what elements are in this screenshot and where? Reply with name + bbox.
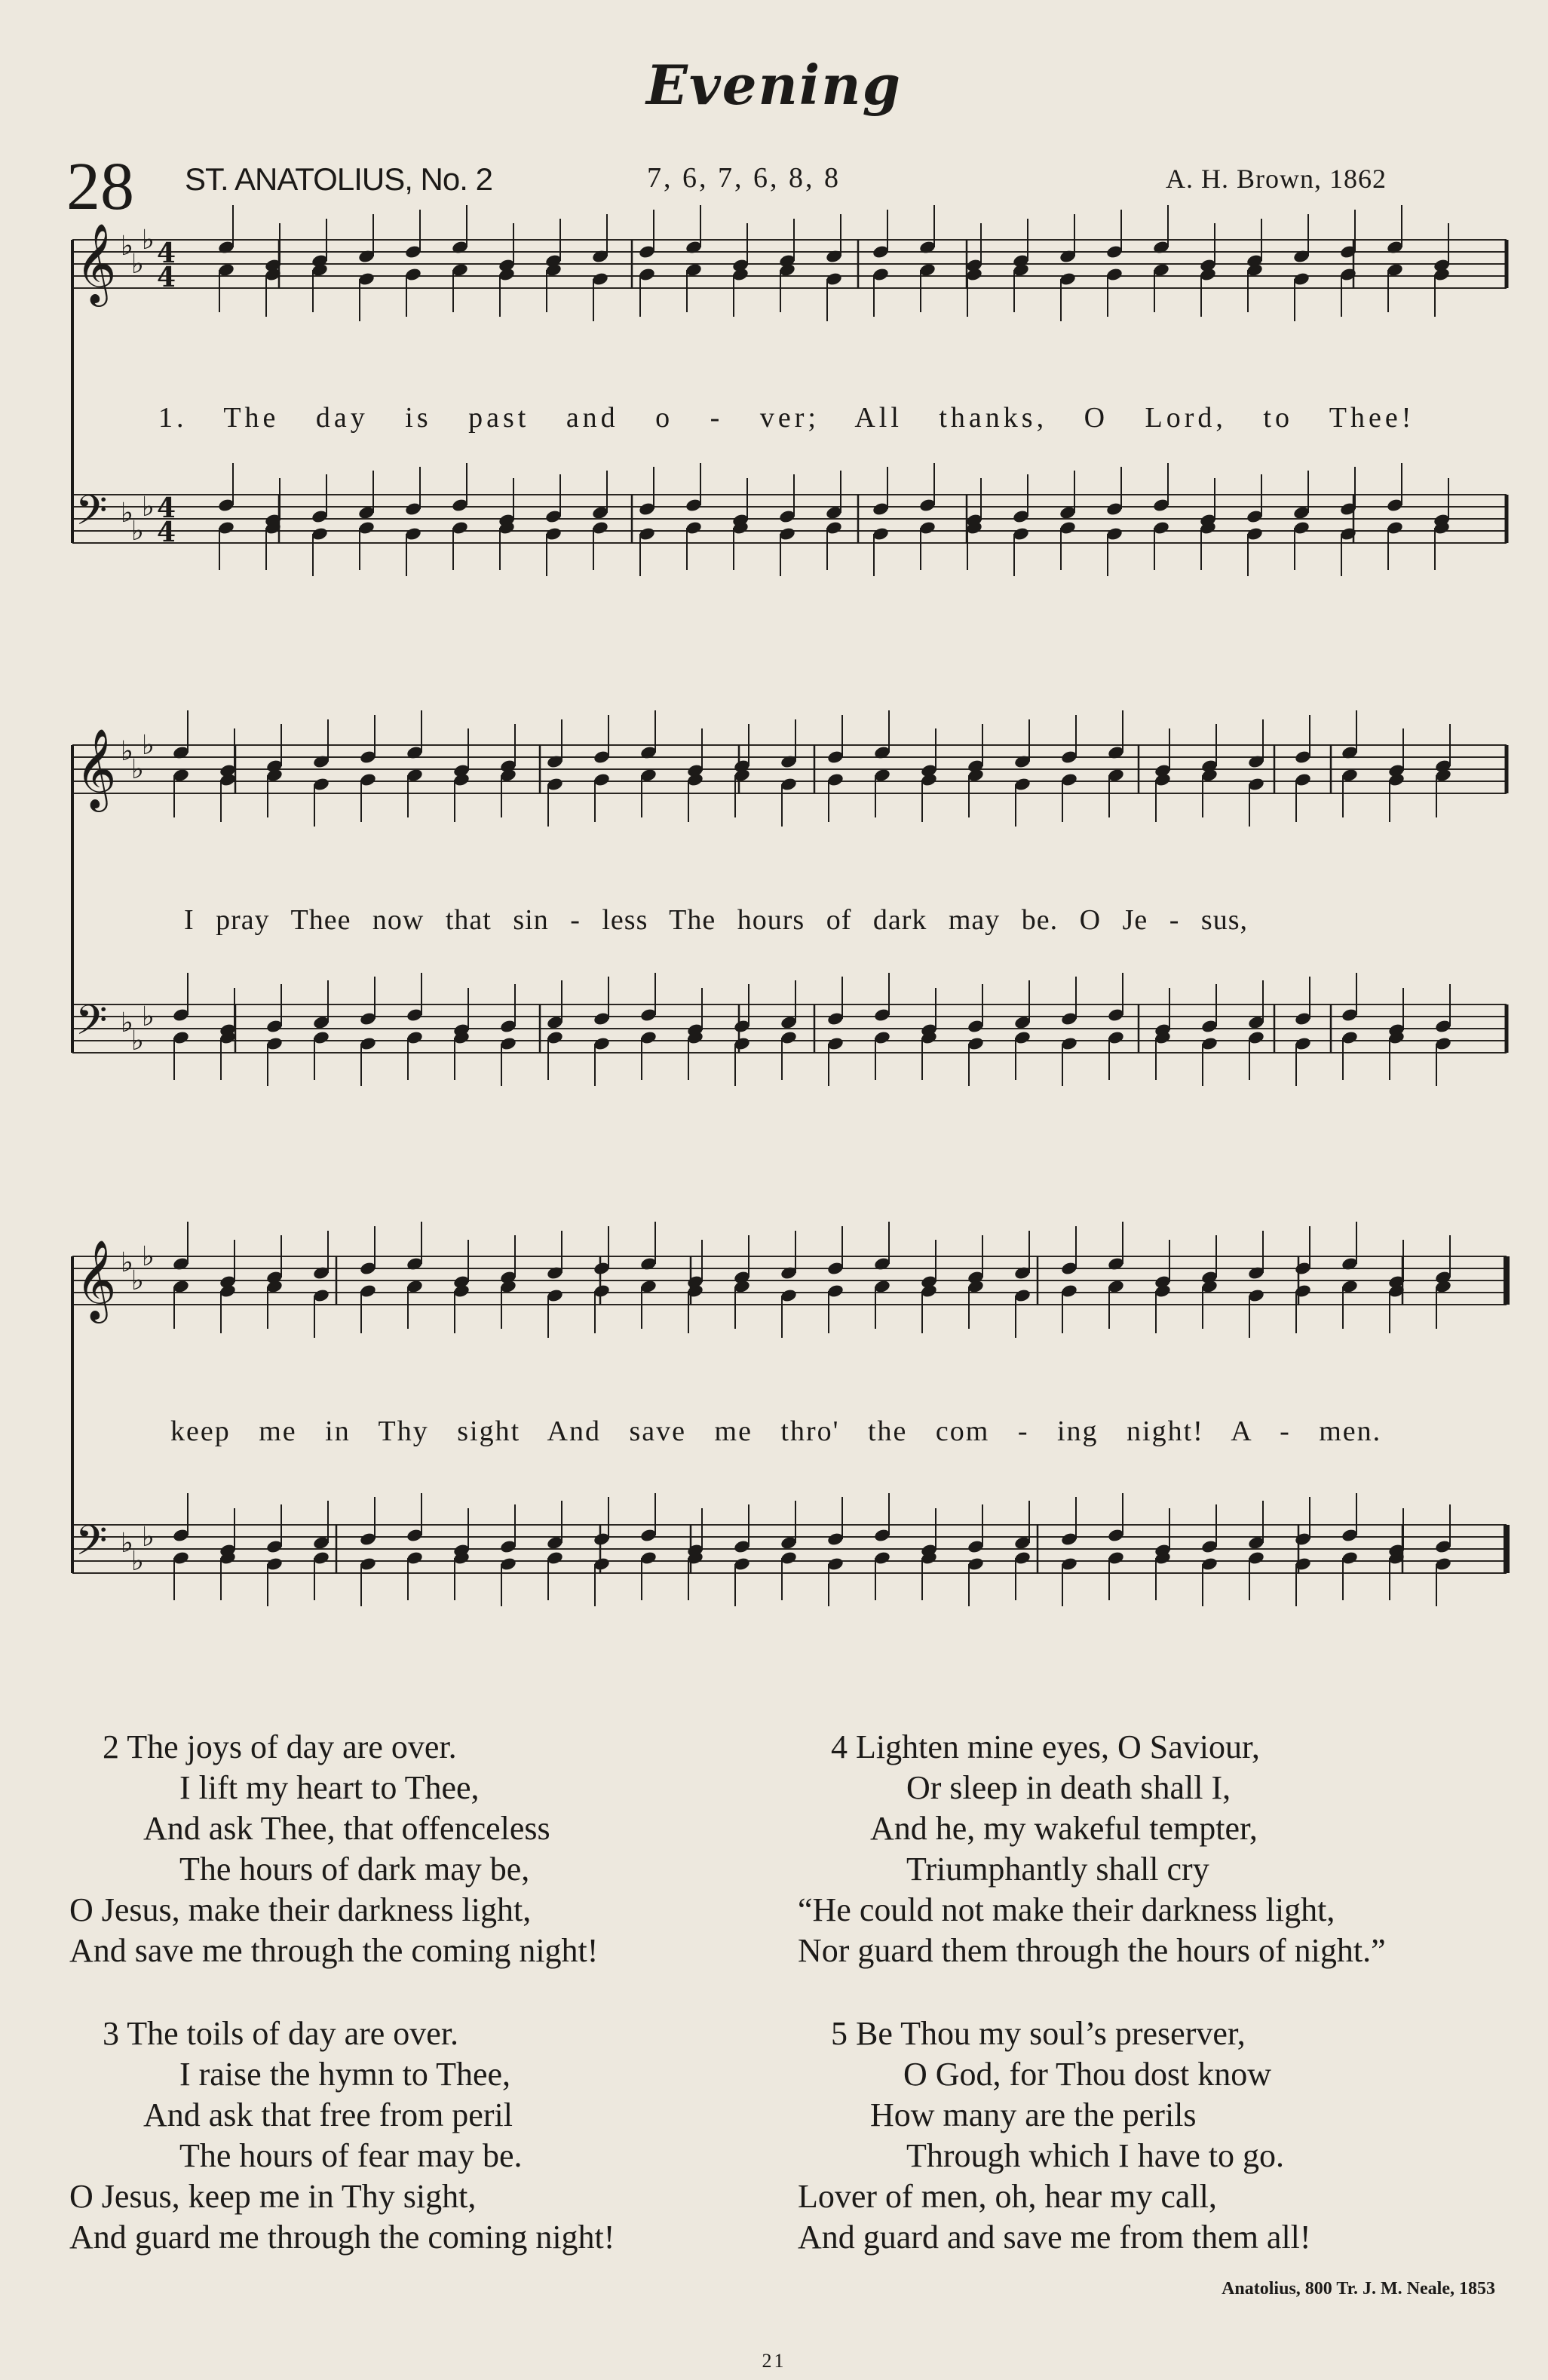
flat-icon: ♭ (131, 754, 144, 785)
flat-icon: ♭ (142, 1522, 155, 1553)
stanza-line: “He could not make their darkness light, (798, 1891, 1335, 1928)
stanza-line: And save me through the coming night! (69, 1932, 599, 1969)
flat-icon: ♭ (142, 1241, 155, 1272)
treble-clef-icon: 𝄞 (75, 1239, 117, 1320)
stanza-line: I raise the hymn to Thee, (179, 2056, 511, 2093)
flat-icon: ♭ (131, 1265, 144, 1296)
flat-icon: ♭ (121, 736, 133, 767)
stanza-line: How many are the perils (870, 2096, 1197, 2133)
flat-icon: ♭ (121, 498, 133, 529)
flat-icon: ♭ (121, 1008, 133, 1038)
stanza-line: Through which I have to go. (906, 2137, 1284, 2174)
flat-icon: ♭ (121, 1247, 133, 1278)
stanza-line: Or sleep in death shall I, (906, 1769, 1231, 1806)
stanza-line: I lift my heart to Thee, (179, 1769, 480, 1806)
stanza-line: Lover of men, oh, hear my call, (798, 2178, 1217, 2215)
flat-icon: ♭ (131, 1026, 144, 1057)
lyric-line-1: 1. The day is past and o - ver; All thanks, O Lord, to Thee! (158, 402, 1415, 434)
flat-icon: ♭ (121, 231, 133, 262)
stanza-line: 2 The joys of day are over. (103, 1728, 457, 1765)
stanza-2 (69, 1727, 598, 1971)
text-credit: Anatolius, 800 Tr. J. M. Neale, 1853 (1222, 2279, 1495, 2299)
time-signature: 4 (157, 517, 176, 548)
flat-icon: ♭ (131, 516, 144, 547)
stanza-line: And ask that free from peril (143, 2096, 513, 2133)
stanza-line: 3 The toils of day are over. (103, 2015, 459, 2052)
stanza-line: The hours of dark may be, (179, 1851, 530, 1888)
bass-clef-icon: 𝄢 (75, 996, 108, 1054)
stanza-line: And ask Thee, that offenceless (143, 1810, 550, 1847)
treble-clef-icon: 𝄞 (75, 222, 117, 303)
page-number: 21 (762, 2350, 786, 2372)
stanza-line: And guard me through the coming night! (69, 2219, 615, 2256)
hymn-number: 28 (66, 149, 134, 224)
tune-name: ST. ANATOLIUS, No. 2 (185, 161, 492, 197)
stanza-5 (798, 2013, 1311, 2258)
stanza-line: O Jesus, keep me in Thy sight, (69, 2178, 477, 2215)
bass-clef-icon: 𝄢 (75, 486, 108, 544)
page-title: Evening (646, 53, 902, 117)
meter: 7, 6, 7, 6, 8, 8 (647, 162, 841, 194)
flat-icon: ♭ (131, 1546, 144, 1577)
stanza-line: O Jesus, make their darkness light, (69, 1891, 532, 1928)
flat-icon: ♭ (142, 225, 155, 256)
time-signature: 4 (157, 492, 176, 524)
stanza-3 (69, 2013, 615, 2258)
stanza-4 (798, 1727, 1386, 1971)
flat-icon: ♭ (142, 492, 155, 523)
flat-icon: ♭ (142, 730, 155, 761)
lyric-line-3: keep me in Thy sight And save me thro' the com - ing night! A - men. (170, 1415, 1382, 1447)
lyric-line-2: I pray Thee now that sin - less The hours of dark may be. O Je - sus, (184, 904, 1248, 936)
stanza-line: O God, for Thou dost know (903, 2056, 1272, 2093)
stanza-line: Triumphantly shall cry (906, 1851, 1209, 1888)
stanza-line: And he, my wakeful tempter, (870, 1810, 1258, 1847)
flat-icon: ♭ (121, 1528, 133, 1559)
treble-clef-icon: 𝄞 (75, 728, 117, 808)
bass-clef-icon: 𝄢 (75, 1517, 108, 1575)
stanza-line: Nor guard them through the hours of night.” (798, 1932, 1386, 1969)
stanza-line: The hours of fear may be. (179, 2137, 523, 2174)
stanza-line: 4 Lighten mine eyes, O Saviour, (831, 1728, 1260, 1765)
stanza-line: And guard and save me from them all! (798, 2219, 1311, 2256)
time-signature: 4 (157, 262, 176, 293)
time-signature: 4 (157, 238, 176, 269)
stanza-line: 5 Be Thou my soul’s preserver, (831, 2015, 1246, 2052)
flat-icon: ♭ (142, 1001, 155, 1032)
composer: A. H. Brown, 1862 (1166, 164, 1387, 194)
flat-icon: ♭ (131, 249, 144, 280)
